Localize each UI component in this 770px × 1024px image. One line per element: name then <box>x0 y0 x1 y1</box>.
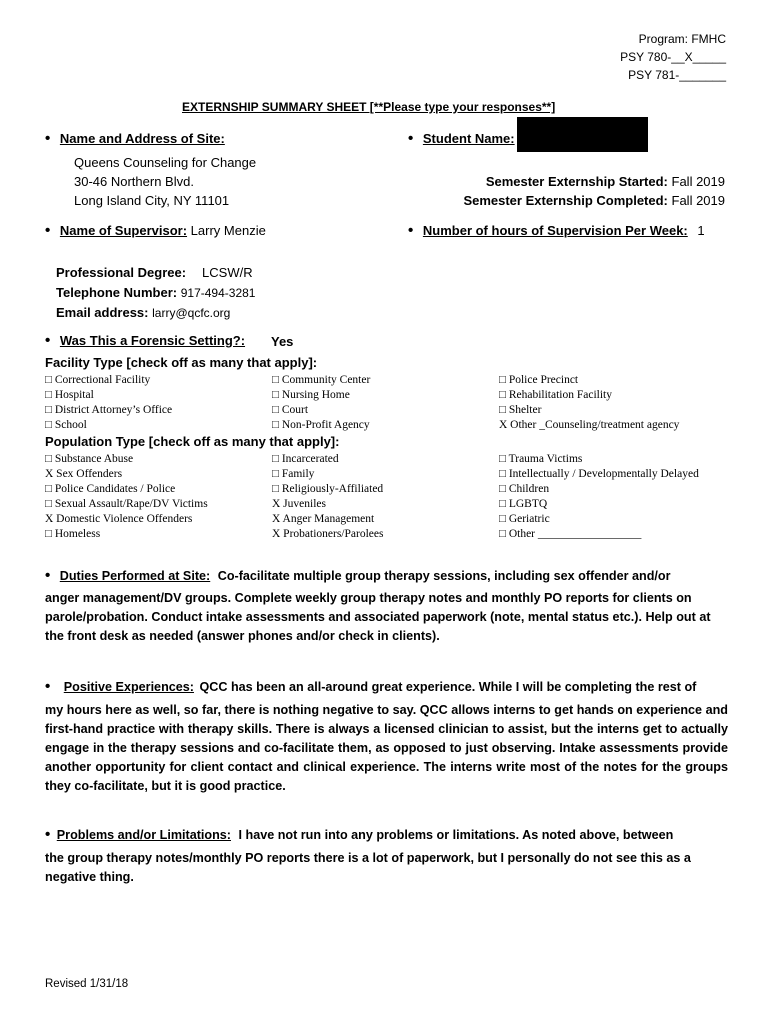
duties-label: Duties Performed at Site: <box>59 569 211 583</box>
semester-completed-value: Fall 2019 <box>671 193 725 208</box>
positive-text: my hours here as well, so far, there is nothing negative to say. QCC allows interns to get hands on experience and first-hand practice with therapy skills. There is always a licensed clinician to assist, but the interns get to actually engage in the therapy sessions and co-facilitate them, as opposed to just observing. Intake assessments provide another opportunity for client contact and clinical experience. The interns write most of the notes for the groups they co-facilitate, but it is good practice. <box>45 703 728 793</box>
semester-started-value: Fall 2019 <box>671 174 725 189</box>
semester-completed-label: Semester Externship Completed: <box>463 193 668 208</box>
student-label: Student Name: <box>422 131 515 146</box>
contact-info <box>56 263 255 324</box>
program-header <box>620 30 726 84</box>
population-option: □ Family <box>272 468 315 480</box>
bullet-icon: • <box>408 222 414 239</box>
population-option: □ Police Candidates / Police <box>45 483 176 495</box>
facility-col-3 <box>499 373 679 433</box>
population-option: □ Trauma Victims <box>499 453 583 465</box>
degree-value: LCSW/R <box>202 265 253 280</box>
population-option: □ Geriatric <box>499 513 550 525</box>
population-option: □ Intellectually / Developmentally Delayed <box>499 468 699 480</box>
duties-first-line <box>45 567 670 584</box>
population-option: □ LGBTQ <box>499 498 548 510</box>
facility-option: □ Correctional Facility <box>45 374 151 386</box>
facility-option: □ School <box>45 419 87 431</box>
forensic-field <box>45 332 245 349</box>
facility-option: □ Shelter <box>499 404 542 416</box>
facility-option: □ Community Center <box>272 374 371 386</box>
population-option: □ Substance Abuse <box>45 453 134 465</box>
psy781-line: PSY 781-_______ <box>628 68 726 82</box>
bullet-icon: • <box>45 130 51 147</box>
facility-type-heading: Facility Type [check off as many that apply]: <box>45 355 318 370</box>
population-option: □ Religiously-Affiliated <box>272 483 384 495</box>
problems-first: I have not run into any problems or limitations. As noted above, between <box>238 828 674 842</box>
population-col-2 <box>272 452 383 542</box>
facility-col-2 <box>272 373 370 433</box>
page-title: EXTERNSHIP SUMMARY SHEET [**Please type your responses**] <box>182 100 556 114</box>
email-label: Email address: <box>56 305 149 320</box>
degree-label: Professional Degree: <box>56 265 187 280</box>
site-field <box>45 130 225 147</box>
phone-label: Telephone Number: <box>56 284 178 300</box>
student-field <box>408 130 515 147</box>
duties-first: Co-facilitate multiple group therapy sessions, including sex offender and/or <box>217 569 671 583</box>
site-label: Name and Address of Site: <box>59 131 225 146</box>
duties-text: anger management/DV groups. Complete weekly group therapy notes and monthly PO reports for clients on parole/probation. Conduct intake assessments and associated paperwork (note, mental status etc.). Help out at the front desk as needed (answer phones and/or check in clients). <box>45 591 711 643</box>
facility-option: □ Non-Profit Agency <box>272 419 370 431</box>
bullet-icon: • <box>45 567 51 584</box>
email-value: larry@qcfc.org <box>152 306 231 320</box>
positive-first-line <box>45 678 696 695</box>
population-option: X Probationers/Parolees <box>272 528 384 540</box>
site-address <box>74 153 256 210</box>
supervision-hours-value: 1 <box>697 223 705 238</box>
forensic-label: Was This a Forensic Setting?: <box>59 333 246 348</box>
population-option: X Sex Offenders <box>45 468 123 480</box>
facility-option: X Other _Counseling/treatment agency <box>499 419 680 431</box>
bullet-icon: • <box>408 130 414 147</box>
semester-info <box>463 172 725 210</box>
semester-started-label: Semester Externship Started: <box>485 174 668 189</box>
supervisor-value: Larry Menzie <box>190 223 266 238</box>
population-option: □ Sexual Assault/Rape/DV Victims <box>45 498 208 510</box>
supervisor-label: Name of Supervisor: <box>59 223 188 238</box>
facility-option: □ Court <box>272 404 309 416</box>
site-city: Long Island City, NY 11101 <box>74 193 230 208</box>
problems-label: Problems and/or Limitations: <box>56 828 231 842</box>
population-option: X Anger Management <box>272 513 375 525</box>
population-type-heading: Population Type [check off as many that apply]: <box>45 434 340 449</box>
bullet-icon: • <box>45 826 51 843</box>
supervision-hours-field <box>408 222 705 239</box>
positive-label: Positive Experiences: <box>63 680 194 694</box>
program-line: Program: FMHC <box>638 32 726 46</box>
bullet-icon: • <box>45 222 51 239</box>
population-option: X Domestic Violence Offenders <box>45 513 193 525</box>
site-name: Queens Counseling for Change <box>74 155 257 170</box>
bullet-icon: • <box>45 332 51 349</box>
facility-option: □ Rehabilitation Facility <box>499 389 612 401</box>
positive-first: QCC has been an all-around great experience. While I will be completing the rest of <box>199 680 697 694</box>
supervisor-field <box>45 222 266 239</box>
population-col-1 <box>45 452 208 542</box>
problems-text: the group therapy notes/monthly PO reports there is a lot of paperwork, but I personally do not see this as a negative thing. <box>45 851 691 884</box>
redaction-box <box>517 117 648 152</box>
population-option: □ Other __________________ <box>499 528 642 540</box>
revised-footer: Revised 1/31/18 <box>45 978 129 990</box>
population-option: X Juveniles <box>272 498 326 510</box>
facility-option: □ Nursing Home <box>272 389 350 401</box>
population-option: □ Homeless <box>45 528 101 540</box>
forensic-value: Yes <box>271 334 294 349</box>
population-option: □ Children <box>499 483 550 495</box>
population-option: □ Incarcerated <box>272 453 339 465</box>
population-col-3 <box>499 452 699 542</box>
facility-option: □ Police Precinct <box>499 374 579 386</box>
facility-col-1 <box>45 373 172 433</box>
phone-value: 917-494-3281 <box>180 285 256 300</box>
psy780-line: PSY 780-__X_____ <box>620 50 726 64</box>
supervision-hours-label: Number of hours of Supervision Per Week: <box>422 223 688 238</box>
site-street: 30-46 Northern Blvd. <box>74 174 194 189</box>
facility-option: □ District Attorney’s Office <box>45 404 173 416</box>
bullet-icon: • <box>45 678 51 695</box>
problems-first-line <box>45 826 673 843</box>
facility-option: □ Hospital <box>45 389 94 401</box>
